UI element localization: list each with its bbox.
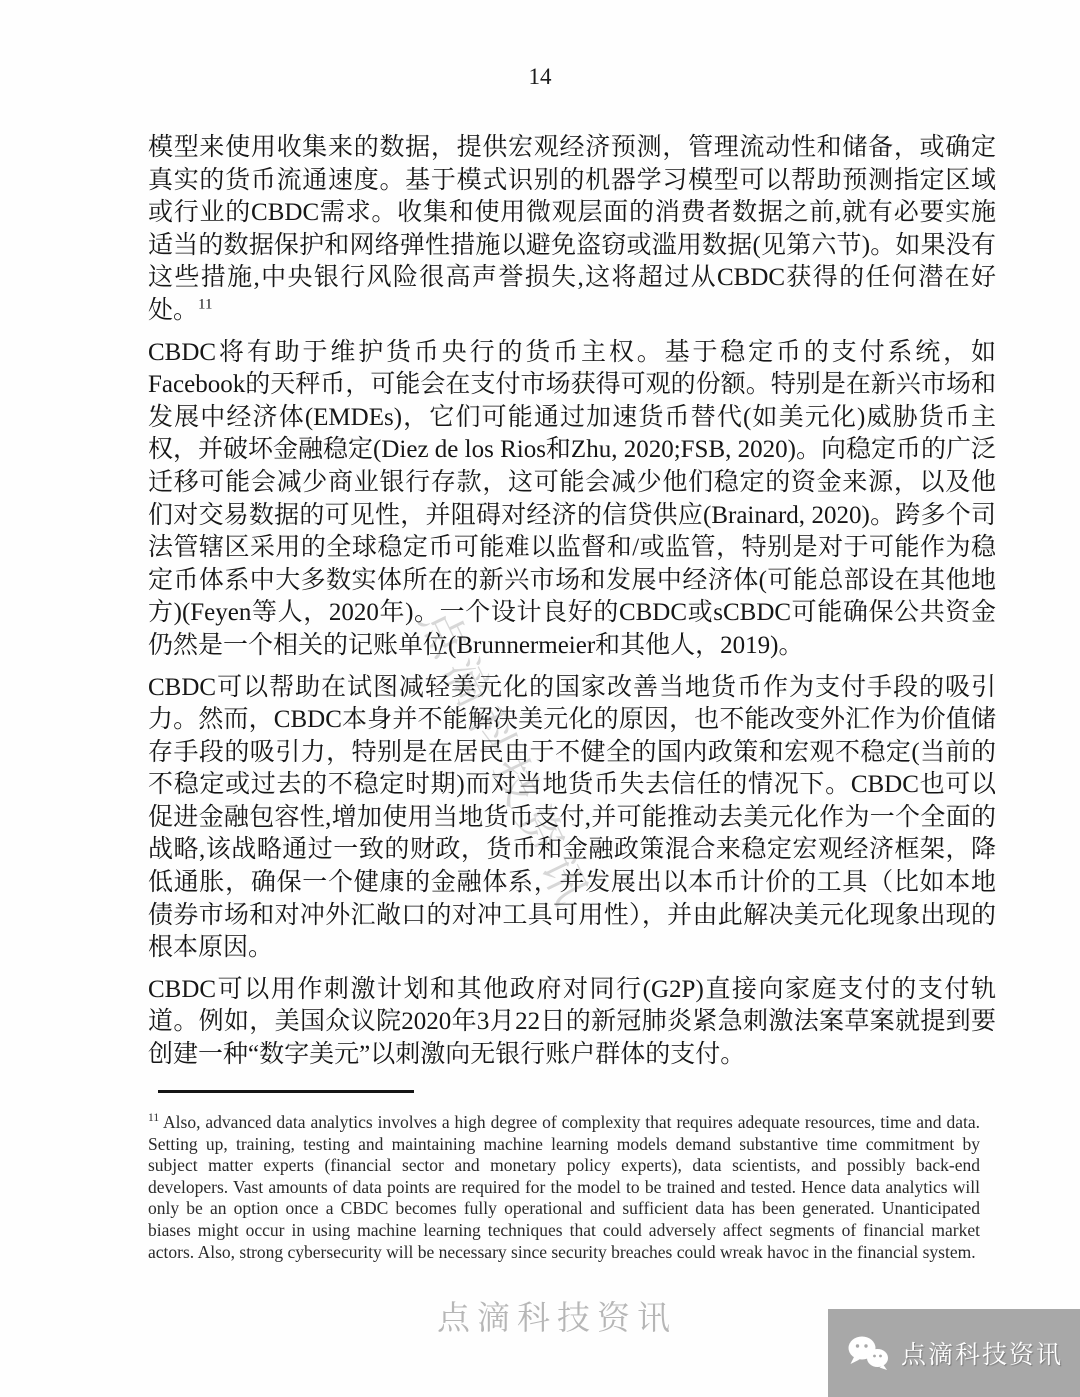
footnote-text: Also, advanced data analytics involves a high degree of complexity that requires adequate resources, time and data. Setting up, training, testing and maintaining machine learning models demand substantive time commitment by subject matter experts (financial sector and monetary policy experts), data scientists, and possibly back-end developers. Vast amounts of data points are required for the model to be trained and tested. Hence data analytics will only be an option once a CBDC becomes fully operational and sufficient data has been generated. Unanticipated biases might occur in using machine learning techniques that could adversely affect segments of financial market actors. Also, strong cybersecurity will be necessary since security breaches could wreak havoc in the financial system.	[148, 1112, 980, 1262]
paragraph-text: 模型来使用收集来的数据，提供宏观经济预测，管理流动性和储备，或确定真实的货币流通速度。基于模式识别的机器学习模型可以帮助预测指定区域或行业的CBDC需求。收集和使用微观层面的消费者数据之前,就有必要实施适当的数据保护和网络弹性措施以避免盗窃或滥用数据(见第六节)。如果没有这些措施,中央银行风险很高声誉损失,这将超过从CBDC获得的任何潜在好处。	[148, 134, 996, 324]
footnote-reference: 11	[198, 296, 213, 313]
body-text	[148, 132, 996, 1081]
paragraph	[148, 337, 996, 663]
footnote-separator	[158, 1090, 414, 1093]
page-number: 14	[528, 64, 552, 89]
footnote-marker: 11	[148, 1112, 160, 1125]
diagonal-watermark: 点滴科技资讯	[410, 600, 601, 920]
brand-badge-text: 点滴科技资讯	[900, 1342, 1063, 1369]
center-watermark: 点滴科技资讯	[437, 1301, 677, 1337]
paragraph	[148, 672, 996, 965]
paragraph	[148, 132, 996, 328]
brand-badge	[828, 1309, 1080, 1397]
paragraph-text: CBDC可以用作刺激计划和其他政府对同行(G2P)直接向家庭支付的支付轨道。例如，美国众议院2020年3月22日的新冠肺炎紧急刺激法案草案就提到要创建一种“数字美元”以刺激向无银行账户群体的支付。	[148, 975, 996, 1069]
paragraph-text: CBDC将有助于维护货币央行的货币主权。基于稳定币的支付系统，如Facebook的天秤币，可能会在支付市场获得可观的份额。特别是在新兴市场和发展中经济体(EMDEs)，它们可能通过加速货币替代(如美元化)威胁货币主权，并破坏金融稳定(Diez de los Rios和Zhu, 2020;FSB, 2020)。向稳定币的广泛迁移可能会减少商业银行存款，这可能会减少他们稳定的资金来源，以及他们对交易数据的可见性，并阻碍对经济的信贷供应(Brainard, 2020)。跨多个司法管辖区采用的全球稳定币可能难以监督和/或监管，特别是对于可能作为稳定币体系中大多数实体所在的新兴市场和发展中经济体(可能总部设在其他地方)(Feyen等人，2020年)。一个设计良好的CBDC或sCBDC可能确保公共资金仍然是一个相关的记账单位(Brunnermeier和其他人，2019)。	[148, 338, 996, 659]
paragraph	[148, 974, 996, 1072]
wechat-icon	[845, 1334, 891, 1372]
paragraph-text: CBDC可以帮助在试图减轻美元化的国家改善当地货币作为支付手段的吸引力。然而，CBDC本身并不能解决美元化的原因，也不能改变外汇作为价值储存手段的吸引力，特别是在居民由于不健全的国内政策和宏观不稳定(当前的不稳定或过去的不稳定时期)而对当地货币失去信任的情况下。CBDC也可以促进金融包容性,增加使用当地货币支付,并可能推动去美元化作为一个全面的战略,该战略通过一致的财政，货币和金融政策混合来稳定宏观经济框架，降低通胀，确保一个健康的金融体系，并发展出以本币计价的工具（比如本地债券市场和对冲外汇敞口的对冲工具可用性），并由此解决美元化现象出现的根本原因。	[148, 673, 996, 962]
footnote	[148, 1112, 980, 1263]
